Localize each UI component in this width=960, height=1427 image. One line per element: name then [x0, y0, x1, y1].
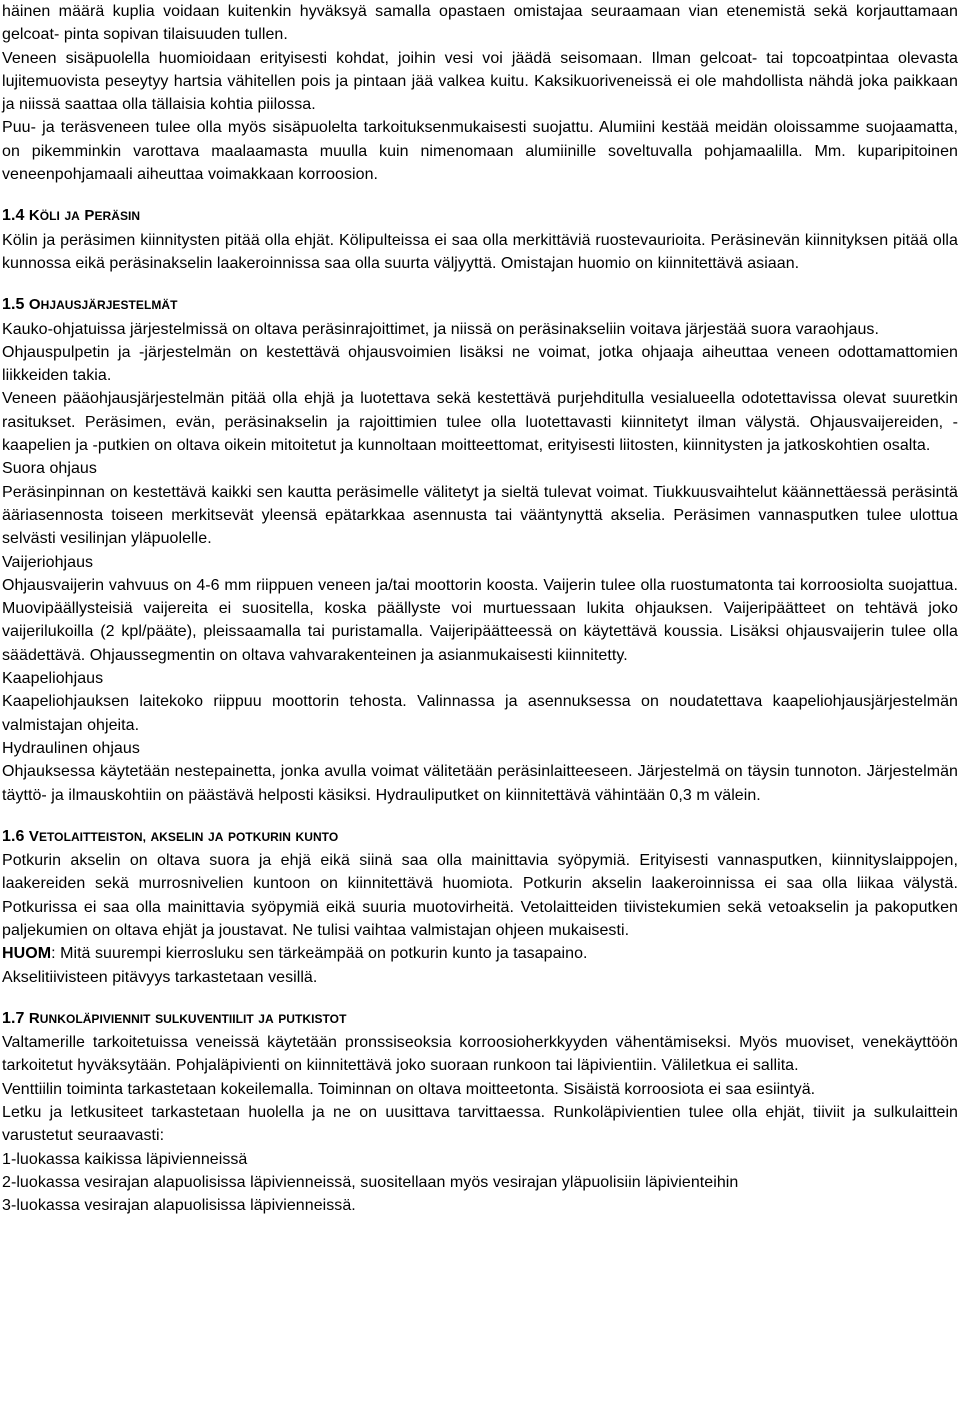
section-number: 1.6 — [2, 827, 25, 845]
title-initial: V — [28, 827, 39, 845]
title-word: JA — [258, 1011, 274, 1026]
kaapeliohjaus-text: Kaapeliohjauksen laitekoko riippuu moottorin tehosta. Valinnassa ja asennuksessa on noudatettava kaapeliohjausjärjestelmän valmistajan ohjeita. — [2, 693, 958, 734]
hydraulinen-ohjaus-text: Ohjauksessa käytetään nestepainetta, jonka avulla voimat välitetään peräsinlaitteeseen. Järjestelmä on täysin tunnoton. Järjestelmän täyttö- ja ilmauskohtiin on päästävä helposti käsiksi. Hydrauliputket on kiinnitettävä vähintään 0,3 m välein. — [2, 763, 958, 804]
section-number: 1.5 — [2, 296, 25, 314]
section-1-6-paragraph-1: Potkurin akselin on oltava suora ja ehjä eikä siinä saa olla mainittavia syöpymiä. Erityisesti vannasputken, kiinnityslaippojen, laakereiden sekä murrosnivelien kuntoon on kiinnitettävä huomiota. Potkurin akselin laakeroinnissa ei saa olla liikaa välystä. Potkurissa ei saa olla mainittavia syöpymiä eikä suuria muotovirheitä. Vetolaitteiden tiivistekumien sekä vetoakselin ja pakoputken paljekumien on oltava ehjät ja joustavat. Ne tulisi vaihtaa valmistajan ohjeen mukaisesti. — [2, 852, 958, 939]
title-word: JA — [64, 209, 80, 224]
title-word: SULKUVENTIILIT — [155, 1011, 254, 1026]
subheading-suora-ohjaus: Suora ohjaus — [2, 460, 97, 478]
section-1-7-paragraph-3: Letku ja letkusiteet tarkastetaan huolella ja ne on uusittava tarvittaessa. Runkoläpivientien tulee olla ehjät, tiiviit ja sulkulaittein varustetut seuraavasti: — [2, 1104, 958, 1145]
list-item-class-2: 2-luokassa vesirajan alapuolisissa läpivienneissä, suositellaan myös vesirajan yläpuolisiin läpivienteihin — [2, 1173, 739, 1191]
section-1-4-paragraph: Kölin ja peräsimen kiinnitysten pitää olla ehjät. Kölipulteissa ei saa olla merkittäviä ruostevaurioita. Peräsinevän kiinnityksen pitää olla kunnossa eikä peräsinakselin laakeroinnissa saa olla suurta väljyyttä. Omistajan huomio on kiinnitettävä asiaan. — [2, 231, 958, 272]
section-title — [29, 207, 140, 224]
title-initial: R — [28, 1009, 40, 1027]
title-word: PUTKISTOT — [278, 1011, 347, 1026]
huom-note — [2, 942, 958, 965]
list-item-class-1: 1-luokassa kaikissa läpivienneissä — [2, 1150, 248, 1168]
section-heading-1-6 — [2, 825, 958, 849]
title-initial: P — [84, 207, 95, 225]
title-word: AKSELIN — [150, 829, 204, 844]
title-word: ÖLI — [39, 209, 60, 224]
section-1-5-paragraph-3: Veneen pääohjausjärjestelmän pitää olla ehjä ja luotettava sekä kestettävä purjehditulla vesialueella odotettavissa olevat suuretkin rasitukset. Peräsimen, evän, peräsinakselin ja rajoittimien tulee olla luotettavasti kiinnitetyt ilman välystä. Ohjausvaijereiden, -kaapelien ja -putkien on oltava oikein mitoitetut ja kunnoltaan moitteettomat, erityisesti liitosten, kiinnitysten ja jatkoskohtien osalta. — [2, 390, 958, 455]
title-initial: K — [28, 207, 40, 225]
title-word: KUNTO — [295, 829, 339, 844]
subheading-hydraulinen-ohjaus: Hydraulinen ohjaus — [2, 739, 140, 757]
subheading-vaijeriohjaus: Vaijeriohjaus — [2, 553, 94, 571]
section-title — [29, 828, 338, 845]
section-title — [29, 296, 178, 313]
section-1-7-paragraph-2: Venttiilin toiminta tarkastetaan kokeilemalla. Toiminnan on oltava moitteetonta. Sisäistä korroosiota ei saa esiintyä. — [2, 1080, 816, 1098]
section-1-7-paragraph-1: Valtamerille tarkoitetuissa veneissä käytetään pronssiseoksia korroosioherkkyyden vähentämiseksi. Myös muoviset, venekäyttöön tarkoitetut hyväksytään. Pohjaläpivienti on kiinnitettävä joko suoraan runkoon tai läpivientiin. Väliletkua ei sallita. — [2, 1034, 958, 1075]
vaijeriohjaus-text: Ohjausvaijerin vahvuus on 4-6 mm riippuen veneen ja/tai moottorin koosta. Vaijerin tulee olla ruostumatonta tai korroosiolta suojattua. Muovipäällysteisiä vaijereita ei suositella, koska päällyste voi murtuessaan lukita ohjauksen. Vaijeripäätteet on tehtävä joko vaijerilukoilla (2 kpl/pääte), pleissaamalla tai puristamalla. Vaijeripäätteessä on käytettävä koussia. Lisäksi ohjausvaijerin tulee olla säädettävä. Ohjaussegmentin on oltava vahvarakenteinen ja asianmukaisesti kiinnitetty. — [2, 576, 958, 664]
section-number: 1.4 — [2, 207, 25, 225]
title-word: ERÄSIN — [94, 209, 141, 224]
subheading-kaapeliohjaus: Kaapeliohjaus — [2, 670, 104, 688]
title-word: JA — [207, 829, 224, 844]
section-number: 1.7 — [2, 1009, 25, 1027]
section-heading-1-4 — [2, 204, 958, 228]
huom-text: : Mitä suurempi kierrosluku sen tärkeämpää on potkurin kunto ja tasapaino. — [51, 945, 588, 963]
section-heading-1-5 — [2, 293, 958, 317]
title-initial: O — [28, 296, 41, 314]
title-word: UNKOLÄPIVIENNIT — [39, 1011, 151, 1026]
intro-paragraph-2: Veneen sisäpuolella huomioidaan erityisesti kohdat, joihin vesi voi jäädä seisomaan. Ilman gelcoat- tai topcoatpintaa olevasta lujitemuovista peseytyy hartsia vähitellen pois ja pintaan jää valkea kuitu. Kaksikuoriveneissä ei ole mahdollista nähdä joka paikkaan ja niissä saattaa olla tällaisia kohtia piilossa. — [2, 49, 958, 114]
title-word: ETOLAITTEISTON, — [38, 829, 146, 844]
section-1-5-paragraph-2: Ohjauspulpetin ja -järjestelmän on kestettävä ohjausvoimien lisäksi ne voimat, jotka ohjaaja aiheuttaa veneen odottamattomien liikkeiden takia. — [2, 343, 958, 385]
title-word: HJAUSJÄRJESTELMÄT — [40, 298, 178, 313]
list-item-class-3: 3-luokassa vesirajan alapuolisissa läpivienneissä. — [2, 1197, 356, 1215]
section-heading-1-7 — [2, 1007, 958, 1031]
intro-paragraph-3: Puu- ja teräsveneen tulee olla myös sisäpuolelta tarkoituksenmukaisesti suojattu. Alumiini kestää meidän oloissamme suojaamatta, on pikemminkin varottava maalaamasta muulla kuin nimenomaan alumiinille soveltuvalla pohjamaalilla. Mm. kuparipitoinen veneenpohjamaali aiheuttaa voimakkaan korroosion. — [2, 119, 958, 184]
document-body — [2, 0, 958, 1218]
suora-ohjaus-text: Peräsinpinnan on kestettävä kaikki sen kautta peräsimelle välitetyt ja sieltä tulevat voimat. Tiukkuusvaihtelut käännettäessä peräsintä ääriasennosta toiseen merkitsevät yleensä epätarkkaa asennusta tai vääntynyttä akselia. Peräsimen vannasputken tulee ulottua selvästi vesilinjan yläpuolelle. — [2, 483, 958, 548]
title-word: POTKURIN — [227, 829, 292, 844]
intro-paragraph-1: häinen määrä kuplia voidaan kuitenkin hyväksyä samalla opastaen omistajaa seuraamaan vian etenemistä sekä korjauttamaan gelcoat- pinta sopivan tilaisuuden tullen. — [2, 3, 958, 44]
section-1-6-paragraph-2: Akselitiivisteen pitävyys tarkastetaan vesillä. — [2, 968, 318, 986]
section-title — [29, 1010, 347, 1027]
section-1-5-paragraph-1: Kauko-ohjatuissa järjestelmissä on oltava peräsinrajoittimet, ja niissä on peräsinakseliin voitava järjestää suora varaohjaus. — [2, 320, 879, 338]
huom-label: HUOM — [2, 945, 52, 963]
